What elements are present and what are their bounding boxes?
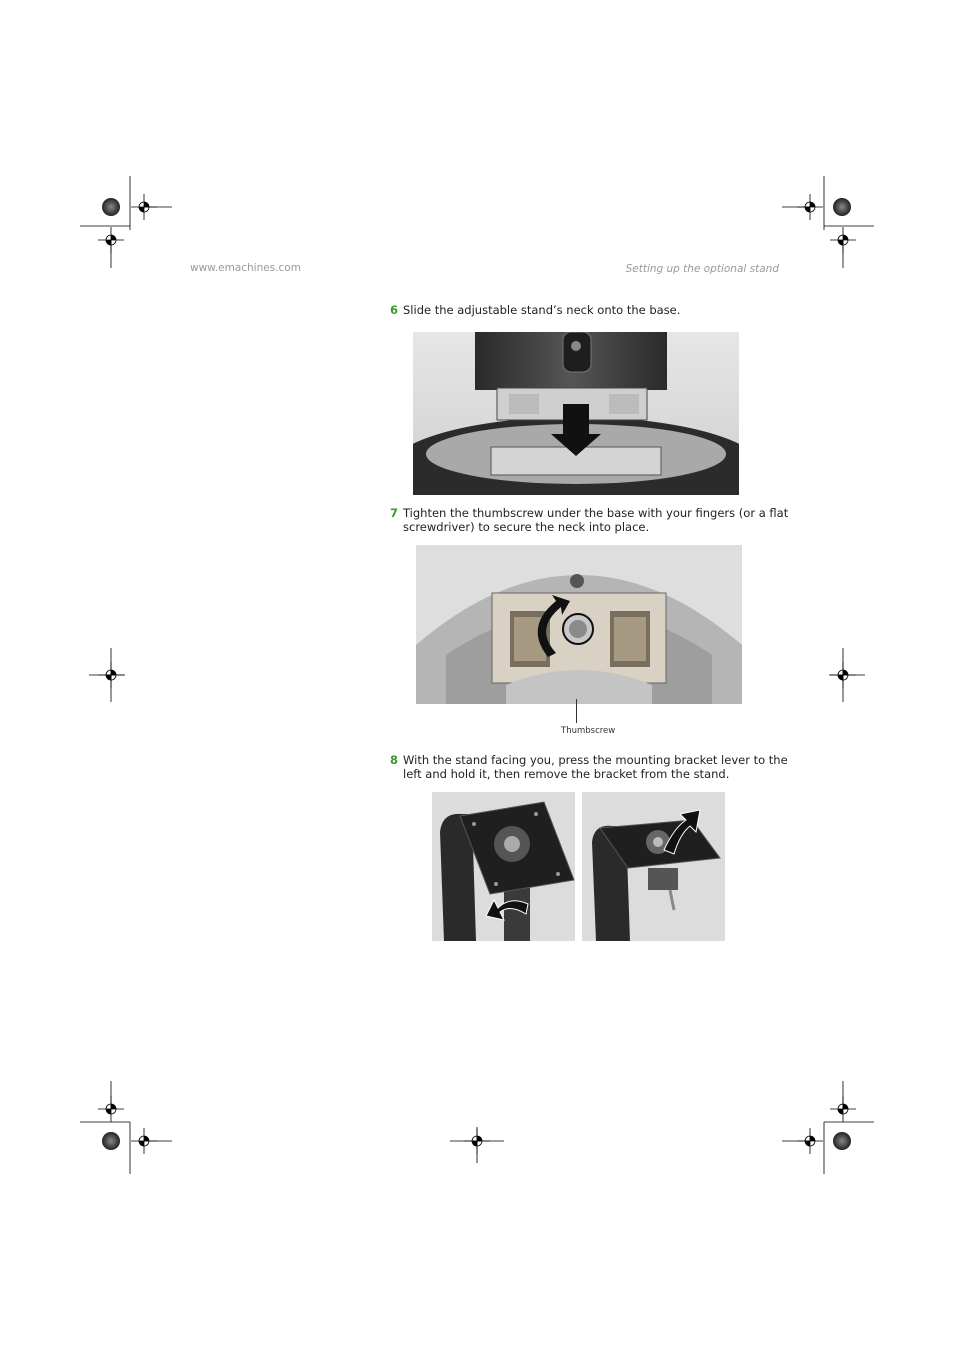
header-section-title: Setting up the optional stand xyxy=(625,263,779,275)
step-7 xyxy=(390,507,790,535)
step-8 xyxy=(390,754,790,782)
thumbscrew-label: Thumbscrew xyxy=(561,726,616,736)
step-text: Slide the adjustable stand’s neck onto the base. xyxy=(403,303,681,317)
step-text: Tighten the thumbscrew under the base with your fingers (or a flat screwdriver) to secure the neck into place. xyxy=(403,506,789,534)
photo-press-lever xyxy=(432,792,575,941)
step-6 xyxy=(390,304,790,318)
step-text: With the stand facing you, press the mounting bracket lever to the left and hold it, then remove the bracket from the stand. xyxy=(403,753,788,781)
callout-line xyxy=(576,699,577,723)
step-number: 8 xyxy=(390,753,399,767)
photo-remove-bracket xyxy=(582,792,725,941)
photo-thumbscrew xyxy=(416,545,742,704)
step-number: 7 xyxy=(390,506,399,520)
header-website: www.emachines.com xyxy=(190,262,301,274)
photo-neck-onto-base xyxy=(413,332,739,495)
step-number: 6 xyxy=(390,303,399,317)
